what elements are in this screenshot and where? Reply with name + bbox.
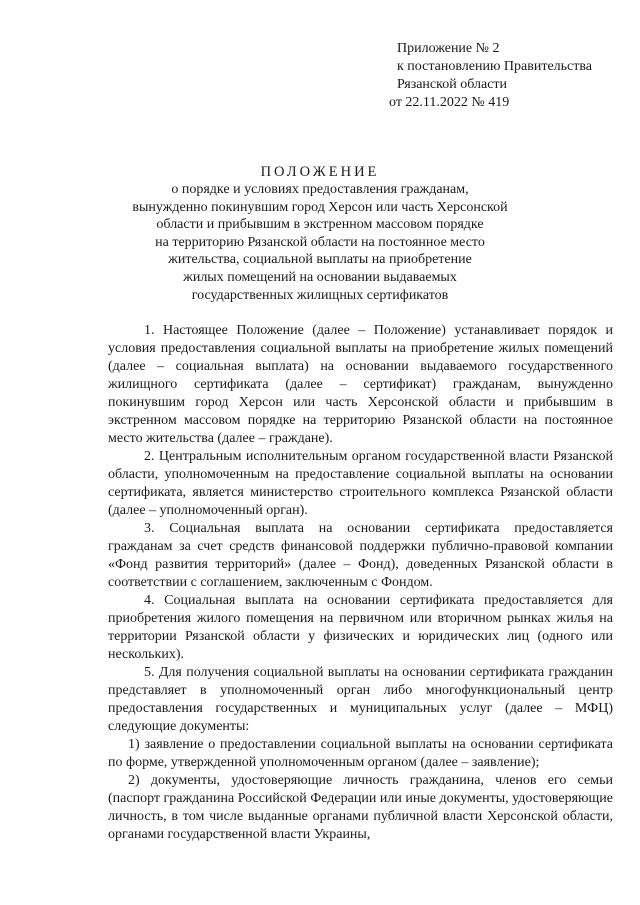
document-subtitle (60, 181, 580, 304)
subtitle-line: государственных жилищных сертификатов (191, 287, 449, 303)
subtitle-line: жилых помещений на основании выдаваемых (183, 269, 457, 285)
subtitle-line: о порядке и условиях предоставления гражданам, (171, 182, 469, 197)
paragraph-4: 4. Социальная выплата на основании сертификата предоставляется для приобретения жилого помещения на первичном или вторичном рынках жилья на территории Рязанской области у физических и юридических лиц (одного или нескольких). (108, 593, 613, 662)
paragraph-1: 1. Настоящее Положение (далее – Положение) устанавливает порядок и условия предоставления социальной выплаты на приобретение жилых помещений (далее – социальная выплата) на основании выдаваемого государственного жилищного сертификата (далее – сертификат) гражданам, вынужденно покинувшим город Херсон или часть Херсонской области и прибывшим в экстренном массовом порядке на территорию Рязанской области на постоянное место жительства (далее – граждане). (108, 323, 613, 446)
paragraph-3: 3. Социальная выплата на основании сертификата предоставляется гражданам за счет средств финансовой поддержки публично-правовой компании «Фонд развития территорий» (далее – Фонд), доведенных Рязанской области в соответствии с соглашением, заключенным с Фондом. (108, 521, 613, 590)
paragraph-5-item-2: 2) документы, удостоверяющие личность гражданина, членов его семьи (паспорт гражданина Российской Федерации или иные документы, удостоверяющие личность, в том числе выданные органами публичной власти Херсонской области, органами государственной власти Украины, (108, 773, 613, 842)
appendix-number: Приложение № 2 (397, 41, 500, 56)
appendix-block (389, 40, 593, 112)
subtitle-line: на территорию Рязанской области на постоянное место (155, 234, 485, 250)
appendix-region: Рязанской области (397, 77, 508, 92)
subtitle-line: жительства, социальной выплаты на приобретение (168, 252, 472, 268)
document-title: ПОЛОЖЕНИЕ (260, 164, 380, 180)
paragraph-5-item-1: 1) заявление о предоставлении социальной выплаты на основании сертификата по форме, утвержденной уполномоченным органом (далее – заявление); (108, 737, 613, 770)
paragraph-5: 5. Для получения социальной выплаты на основании сертификата гражданин представляет в уполномоченный орган либо многофункциональный центр предоставления государственных и муниципальных услуг (далее – МФЦ) следующие документы: (108, 665, 613, 734)
appendix-reference: к постановлению Правительства (397, 59, 593, 74)
subtitle-line: области и прибывшим в экстренном массовом порядке (156, 217, 484, 233)
appendix-date: от 22.11.2022 № 419 (389, 95, 510, 110)
subtitle-line: вынужденно покинувшим город Херсон или часть Херсонской (132, 199, 508, 215)
paragraph-2: 2. Центральным исполнительным органом государственной власти Рязанской области, уполномоченным на предоставление социальной выплаты на основании сертификата, является министерство строительного комплекса Рязанской области (далее – уполномоченный орган). (108, 449, 613, 518)
document-body (108, 322, 613, 844)
